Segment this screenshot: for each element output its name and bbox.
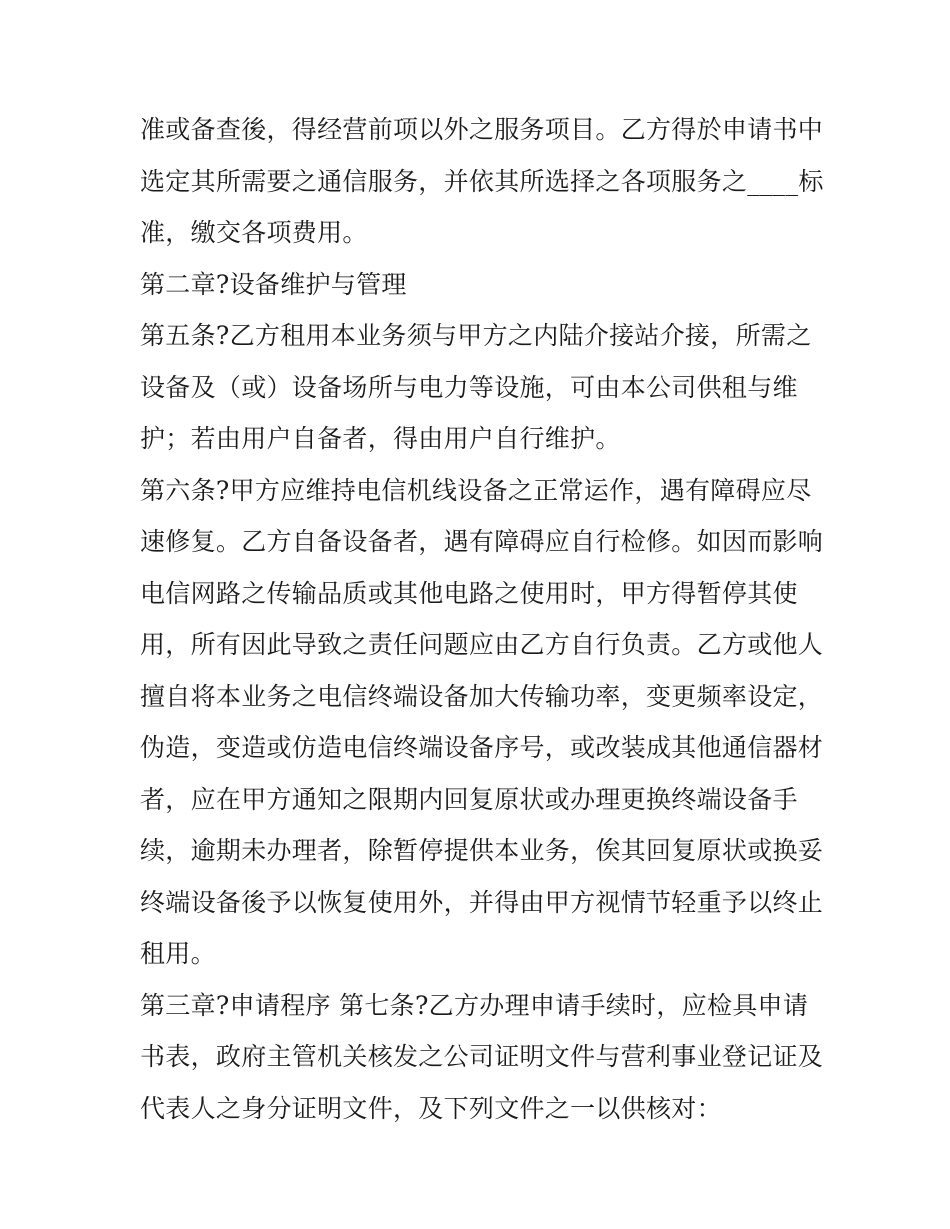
text-line: 护；若由用户自备者，得由用户自行维护。 bbox=[140, 424, 621, 453]
text-line: 书表，政府主管机关核发之公司证明文件与营利事业登记证及 bbox=[140, 1042, 824, 1071]
text-line: 租用。 bbox=[140, 939, 216, 968]
text-line: 选定其所需要之通信服务，并依其所选择之各项服务之____标 bbox=[140, 166, 824, 196]
text-line: 用，所有因此导致之责任问题应由乙方自行负责。乙方或他人 bbox=[140, 630, 824, 659]
text-line: 伪造，变造或仿造电信终端设备序号，或改装成其他通信器材 bbox=[140, 733, 824, 762]
text-line: 速修复。乙方自备设备者，遇有障碍应自行检修。如因而影响 bbox=[140, 527, 824, 556]
chapter-heading: 第三章?申请程序 第七条?乙方办理申请手续时，应检具申请 bbox=[140, 990, 809, 1020]
text-line: 第六条?甲方应维持电信机线设备之正常运作，遇有障碍应尽 bbox=[140, 475, 812, 505]
text-line: 终端设备後予以恢复使用外，并得由甲方视情节轻重予以终止 bbox=[140, 887, 824, 917]
text-line: 准，缴交各项费用。 bbox=[140, 218, 368, 247]
text-line: 准或备查後，得经营前项以外之服务项目。乙方得於申请书中 bbox=[140, 115, 824, 144]
text-line: 电信网路之传输品质或其他电路之使用时，甲方得暂停其使 bbox=[140, 578, 798, 608]
text-line: 设备及（或）设备场所与电力等设施，可由本公司供租与维 bbox=[140, 372, 798, 402]
text-line: 擅自将本业务之电信终端设备加大传输功率，变更频率设定， bbox=[140, 681, 824, 711]
text-line: 第五条?乙方租用本业务须与甲方之内陆介接站介接，所需之 bbox=[140, 321, 812, 350]
document-body bbox=[140, 104, 824, 1134]
text-line: 代表人之身分证明文件，及下列文件之一以供核对： bbox=[140, 1093, 722, 1123]
text-line: 续，逾期未办理者，除暂停提供本业务，俟其回复原状或换妥 bbox=[140, 836, 824, 865]
chapter-heading: 第二章?设备维护与管理 bbox=[140, 269, 407, 299]
text-line: 者，应在甲方通知之限期内回复原状或办理更换终端设备手 bbox=[140, 784, 798, 814]
